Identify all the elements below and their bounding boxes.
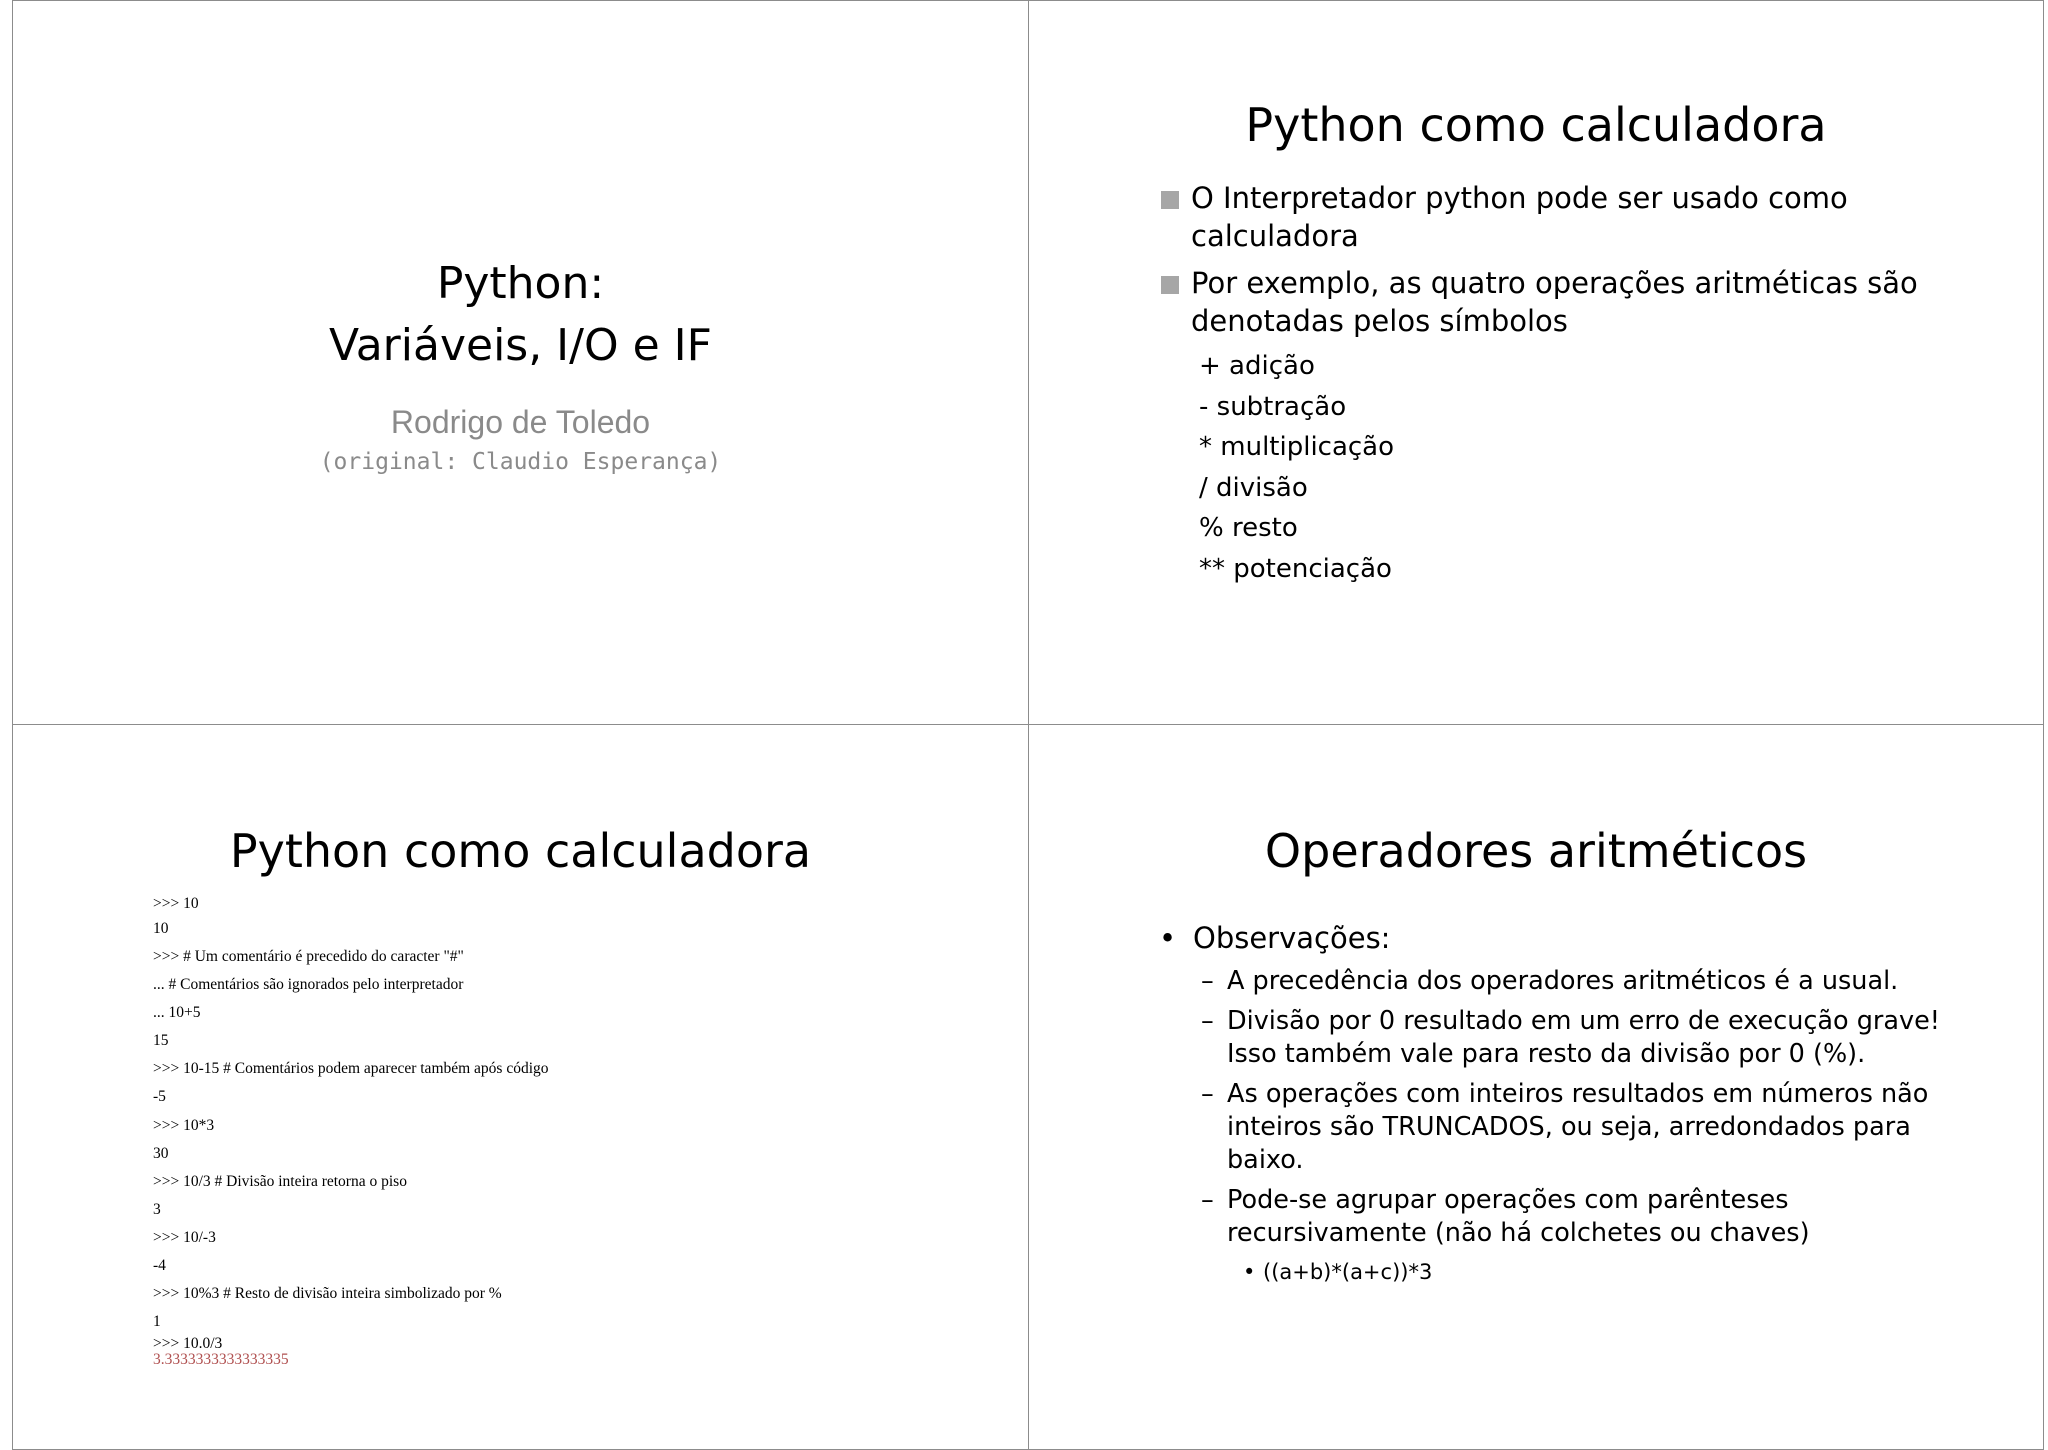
code-line: 10 (153, 920, 169, 937)
dash-bullet-icon: – (1201, 1185, 1214, 1215)
bullet-text: O Interpretador python pode ser usado como calculadora (1191, 181, 1848, 253)
code-line: 15 (153, 1032, 169, 1049)
operator-item: - subtração (1199, 391, 1347, 422)
main-bullet-text: Observações: (1193, 921, 1391, 955)
sub-bullet (1157, 965, 1977, 998)
code-line: >>> 10/3 # Divisão inteira retorna o piso (153, 1173, 407, 1190)
main-bullet (1157, 919, 1977, 957)
code-line: >>> # Um comentário é precedido do caracter "#" (153, 948, 464, 965)
slide-title: Python como calculadora (1245, 98, 1827, 152)
sub-bullet-text: Pode-se agrupar operações com parênteses recursivamente (não há colchetes ou chaves) (1227, 1185, 1810, 1248)
operator-item: ** potenciação (1199, 553, 1392, 584)
bullet-item (1161, 264, 1961, 340)
dash-bullet-icon: – (1201, 1079, 1214, 1109)
sub-bullet-text: As operações com inteiros resultados em números não inteiros são TRUNCADOS, ou seja, arredondados para baixo. (1227, 1079, 1929, 1175)
bullet-item (1161, 179, 1961, 255)
sub-bullet-text: A precedência dos operadores aritméticos é a usual. (1227, 966, 1899, 996)
code-line: >>> 10*3 (153, 1117, 215, 1134)
sub-bullet-text: Divisão por 0 resultado em um erro de execução grave! Isso também vale para resto da divisão por 0 (%). (1227, 1006, 1941, 1069)
code-line: >>> 10%3 # Resto de divisão inteira simbolizado por % (153, 1285, 502, 1302)
author-name: Rodrigo de Toledo (390, 404, 651, 440)
slide-title: Python como calculadora (229, 824, 812, 878)
code-line: ... 10+5 (153, 1004, 201, 1021)
bullet-dot-icon: • (1159, 921, 1177, 955)
operator-item: / divisão (1199, 472, 1308, 503)
title-line-1: Python: (436, 258, 605, 309)
slide-title: Operadores aritméticos (1264, 824, 1808, 878)
bullet-dot-icon: • (1243, 1260, 1256, 1284)
title-line-2: Variáveis, I/O e IF (329, 320, 712, 371)
dash-bullet-icon: – (1201, 966, 1214, 996)
code-line: 1 (153, 1313, 161, 1330)
example-text: ((a+b)*(a+c))*3 (1263, 1260, 1433, 1284)
square-bullet-icon (1161, 191, 1179, 209)
code-line: >>> 10.0/3 (153, 1335, 223, 1352)
presentation-title (13, 253, 1028, 377)
code-line: 30 (153, 1145, 169, 1162)
code-line-highlighted: 3.3333333333333335 (153, 1351, 289, 1368)
dash-bullet-icon: – (1201, 1006, 1214, 1036)
slide-arithmetic-operators (1028, 724, 2044, 1450)
bullet-list (1161, 179, 1961, 349)
slide-calculator-intro (1028, 0, 2044, 725)
code-line: >>> 10-15 # Comentários podem aparecer também após código (153, 1060, 549, 1077)
sub-bullet (1157, 1005, 1977, 1071)
original-author: (original: Claudio Esperança) (319, 449, 722, 475)
operator-list (1199, 346, 1394, 589)
code-line: 3 (153, 1201, 161, 1218)
slide-title-page (12, 0, 1029, 725)
operator-item: * multiplicação (1199, 432, 1395, 462)
bullet-text: Por exemplo, as quatro operações aritméticas são denotadas pelos símbolos (1191, 266, 1918, 338)
sub-bullet (1157, 1078, 1977, 1177)
example-bullet (1157, 1257, 1977, 1287)
code-line: >>> 10/-3 (153, 1229, 216, 1246)
slide-calculator-examples (12, 724, 1029, 1450)
code-line: -5 (153, 1088, 166, 1105)
code-line: ... # Comentários são ignorados pelo interpretador (153, 976, 464, 993)
square-bullet-icon (1161, 276, 1179, 294)
code-line: -4 (153, 1257, 166, 1274)
operator-item: % resto (1199, 513, 1298, 543)
code-line: >>> 10 (153, 895, 199, 912)
operator-item: + adição (1199, 351, 1315, 381)
observations-list (1157, 919, 1977, 1287)
sub-bullet (1157, 1184, 1977, 1250)
